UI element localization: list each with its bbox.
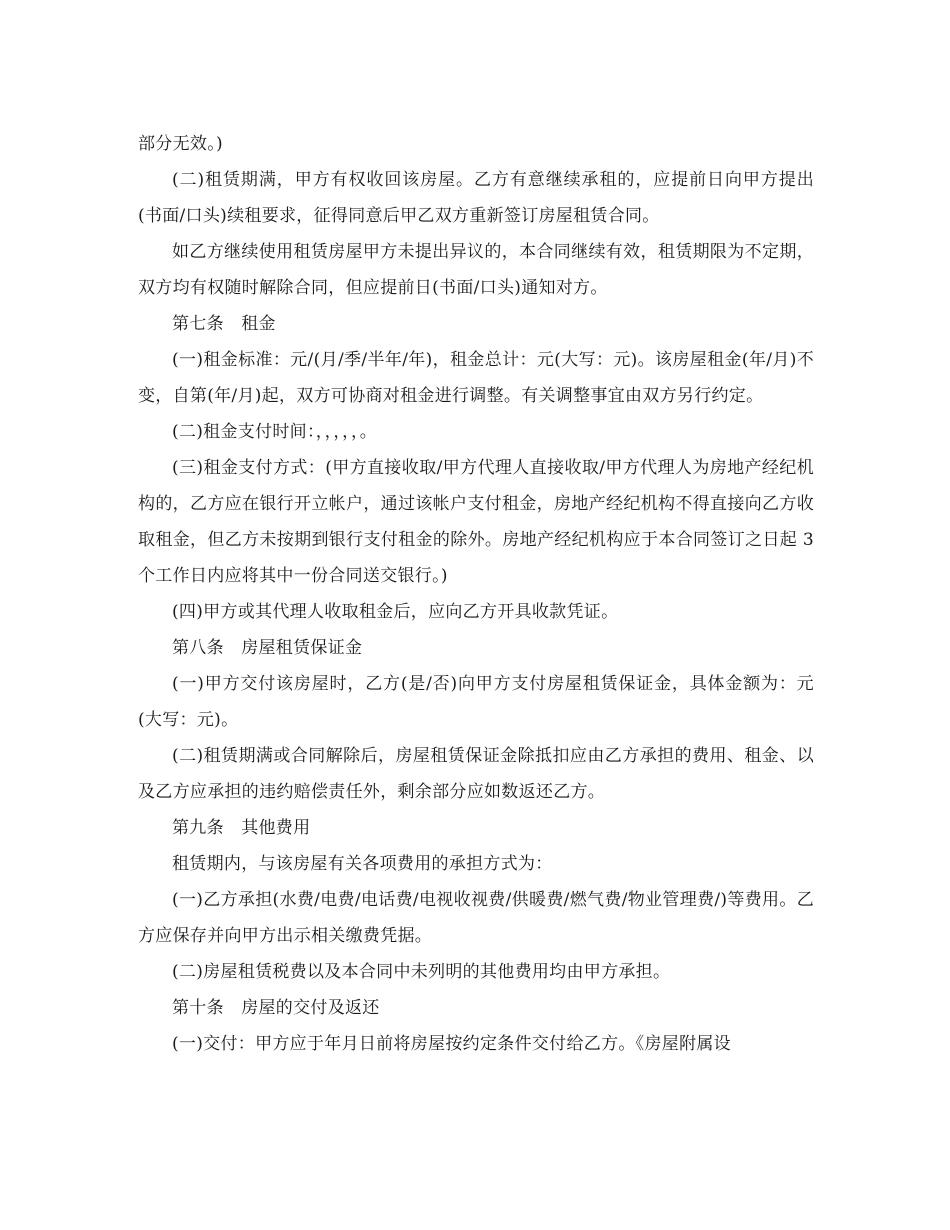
paragraph-2: (二)租赁期满，甲方有权收回该房屋。乙方有意继续承租的，应提前日向甲方提出(书面/口头)续租要求，征得同意后甲乙双方重新签订房屋租赁合同。 — [138, 170, 814, 226]
paragraph-13: 租赁期内，与该房屋有关各项费用的承担方式为： — [172, 854, 553, 874]
paragraph-5: (一)租金标准：元/(月/季/半年/年)，租金总计：元(大写：元)。该房屋租金(年/月)不变，自第(年/月)起，双方可协商对租金进行调整。有关调整事宜由双方另行约定。 — [138, 350, 814, 406]
paragraph-7: (三)租金支付方式：(甲方直接收取/甲方代理人直接收取/甲方代理人为房地产经纪机构的，乙方应在银行开立帐户，通过该帐户支付租金，房地产经纪机构不得直接向乙方收取租金，但乙方未按期到银行支付租金的除外。房地产经纪机构应于本合同签订之日起 3 个工作日内应将其中一份合同送交银行。) — [138, 458, 814, 586]
article-10-heading: 第十条 房屋的交付及返还 — [172, 998, 380, 1018]
paragraph-6: (二)租金支付时间：，，，，，。 — [172, 422, 378, 442]
paragraph-1: 部分无效。) — [138, 134, 223, 154]
paragraph-14: (一)乙方承担(水费/电费/电话费/电视收视费/供暖费/燃气费/物业管理费/)等费用。乙方应保存并向甲方出示相关缴费凭据。 — [138, 890, 814, 946]
paragraph-15: (二)房屋租赁税费以及本合同中未列明的其他费用均由甲方承担。 — [172, 962, 671, 982]
paragraph-8: (四)甲方或其代理人收取租金后，应向乙方开具收款凭证。 — [172, 602, 619, 622]
paragraph-11: (二)租赁期满或合同解除后，房屋租赁保证金除抵扣应由乙方承担的费用、租金、以及乙方应承担的违约赔偿责任外，剩余部分应如数返还乙方。 — [138, 746, 814, 802]
paragraph-3: 如乙方继续使用租赁房屋甲方未提出异议的，本合同继续有效，租赁期限为不定期，双方均有权随时解除合同，但应提前日(书面/口头)通知对方。 — [138, 242, 814, 298]
article-8-heading: 第八条 房屋租赁保证金 — [172, 638, 363, 658]
article-9-heading: 第九条 其他费用 — [172, 818, 311, 838]
paragraph-17: (一)交付：甲方应于年月日前将房屋按约定条件交付给乙方。《房屋附属设 — [172, 1034, 731, 1054]
article-7-heading: 第七条 租金 — [172, 314, 276, 334]
document-body — [138, 126, 814, 1062]
paragraph-10: (一)甲方交付该房屋时，乙方(是/否)向甲方支付房屋租赁保证金，具体金额为：元(大写：元)。 — [138, 674, 814, 730]
